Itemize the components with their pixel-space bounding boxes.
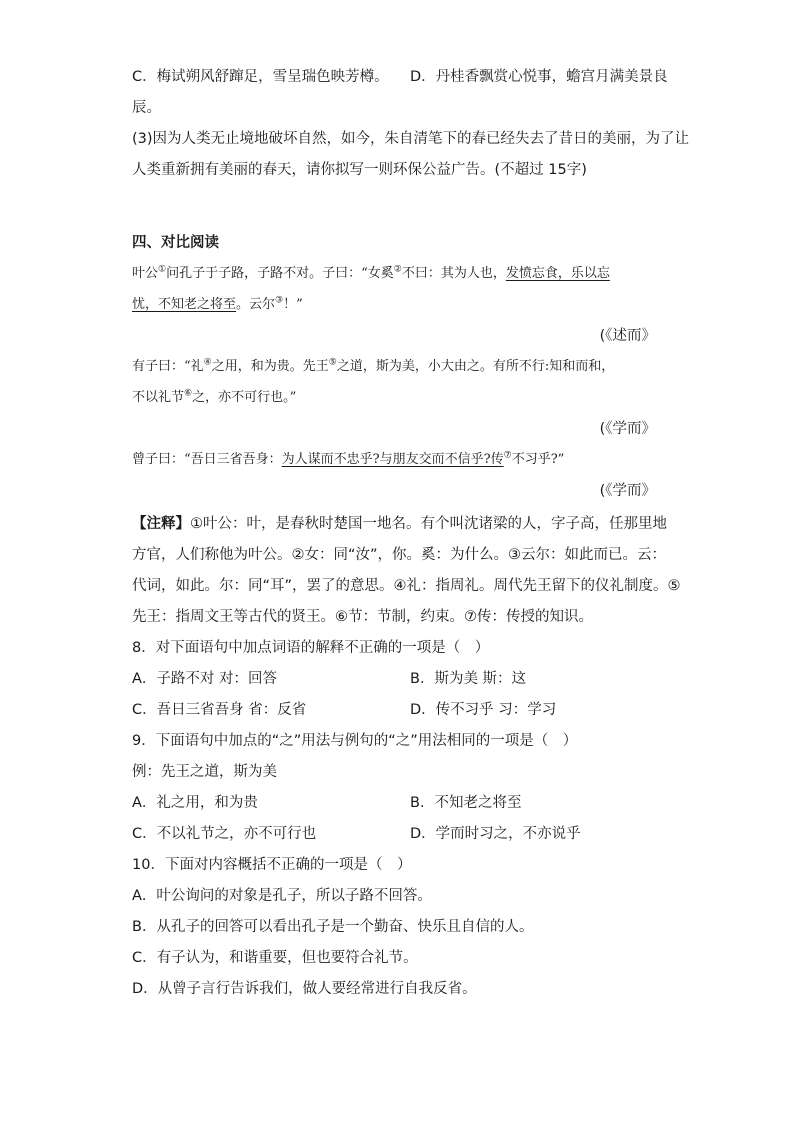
note-marker: ④: [203, 357, 212, 368]
note-marker: ⑦: [503, 450, 512, 461]
source-citation: (《学而》: [599, 483, 656, 499]
question-10-stem: 10．下面对内容概括不正确的一项是（ ）: [132, 857, 412, 873]
passage-text: 不习乎?”: [511, 452, 565, 467]
note-marker: ①: [158, 264, 167, 275]
passage-text: ！”: [283, 297, 303, 312]
notes-line: 先王：指周文王等古代的贤王。⑥节：节制，约束。⑦传：传授的知识。: [132, 609, 593, 625]
source-citation: (《述而》: [599, 328, 656, 344]
q9-example: 例：先王之道，斯为美: [132, 764, 277, 780]
notes-line: 方官，人们称他为叶公。②女：同“汝”，你。奚：为什么。③云尔：如此而已。云：: [132, 547, 667, 563]
passage-1-line: [132, 295, 303, 315]
q9-option-b: B．不知老之将至: [410, 795, 522, 811]
passage-text: 有子曰：“礼: [132, 359, 204, 374]
passage-text: 曾子曰：“吾日三省吾身：: [132, 452, 282, 467]
passage-3-line: [132, 450, 564, 470]
notes-label: 【注释】: [132, 516, 190, 532]
passage-2-line: [132, 357, 614, 377]
section-title: 四、对比阅读: [132, 235, 219, 251]
notes-text: ①叶公：叶，是春秋时楚国一地名。有个叫沈诸梁的人，字子高，任那里地: [190, 516, 667, 532]
passage-1-line: [132, 264, 610, 284]
note-marker: ⑥: [184, 388, 193, 399]
passage-text: 。云尔: [236, 297, 276, 312]
question-3-line: 人类重新拥有美丽的春天，请你拟写一则环保公益广告。(不超过 15字): [132, 162, 587, 178]
q10-option-c: C．有子认为，和谐重要，但也要符合礼节。: [132, 950, 418, 966]
source-citation: (《学而》: [599, 421, 656, 437]
passage-text: 之道，斯为美，小大由之。有所不行:知和而和，: [336, 359, 615, 374]
question-3-line: (3)因为人类无止境地破坏自然，如今，朱自清笔下的春已经失去了昔日的美丽，为了让: [132, 131, 690, 147]
underlined-text: 忧，不知老之将至: [132, 297, 237, 312]
option-d: D．丹桂香飘赏心悦事，蟾宫月满美景良: [410, 69, 668, 85]
passage-2-line: [132, 388, 296, 408]
q8-option-d: D．传不习乎 习：学习: [410, 702, 557, 718]
note-marker: ②: [393, 264, 402, 275]
q8-option-b: B．斯为美 斯：这: [410, 671, 527, 687]
passage-text: 不曰：其为人也，: [401, 266, 506, 281]
underlined-text: 发愤忘食，乐以忘: [505, 266, 610, 281]
q10-option-b: B．从孔子的回答可以看出孔子是一个勤奋、快乐且自信的人。: [132, 919, 534, 935]
passage-text: 之用，和为贵。先王: [211, 359, 329, 374]
q8-option-c: C．吾日三省吾身 省：反省: [132, 702, 307, 718]
q10-option-d: D．从曾子言行告诉我们，做人要经常进行自我反省。: [132, 981, 477, 997]
note-marker: ③: [275, 295, 284, 306]
passage-text: 叶公: [132, 266, 159, 281]
q9-option-c: C．不以礼节之，亦不可行也: [132, 826, 317, 842]
passage-text: 不以礼节: [132, 390, 185, 405]
passage-text: 之，亦不可行也。”: [192, 390, 297, 405]
option-c: C．梅试朔风舒蹿足，雪呈瑞色映芳樽。: [132, 69, 389, 85]
note-marker: ⑤: [328, 357, 337, 368]
q8-option-a: A．子路不对 对：回答: [132, 671, 278, 687]
underlined-text: 为人谋而不忠乎?与朋友交而不信乎?传: [281, 452, 504, 467]
question-9-stem: 9．下面语句中加点的“之”用法与例句的“之”用法相同的一项是（ ）: [132, 733, 578, 749]
option-d-wrap: 辰。: [132, 100, 161, 116]
q10-option-a: A．叶公询问的对象是孔子，所以子路不回答。: [132, 888, 432, 904]
question-8-stem: 8．对下面语句中加点词语的解释不正确的一项是（ ）: [132, 640, 490, 656]
notes-line: [132, 514, 667, 534]
passage-text: 问孔子于子路，子路不对。子曰：“女奚: [166, 266, 394, 281]
q9-option-a: A．礼之用，和为贵: [132, 795, 258, 811]
notes-line: 代词，如此。尔：同“耳”，罢了的意思。④礼：指周礼。周代先王留下的仪礼制度。⑤: [132, 578, 681, 594]
q9-option-d: D．学而时习之，不亦说乎: [410, 826, 581, 842]
